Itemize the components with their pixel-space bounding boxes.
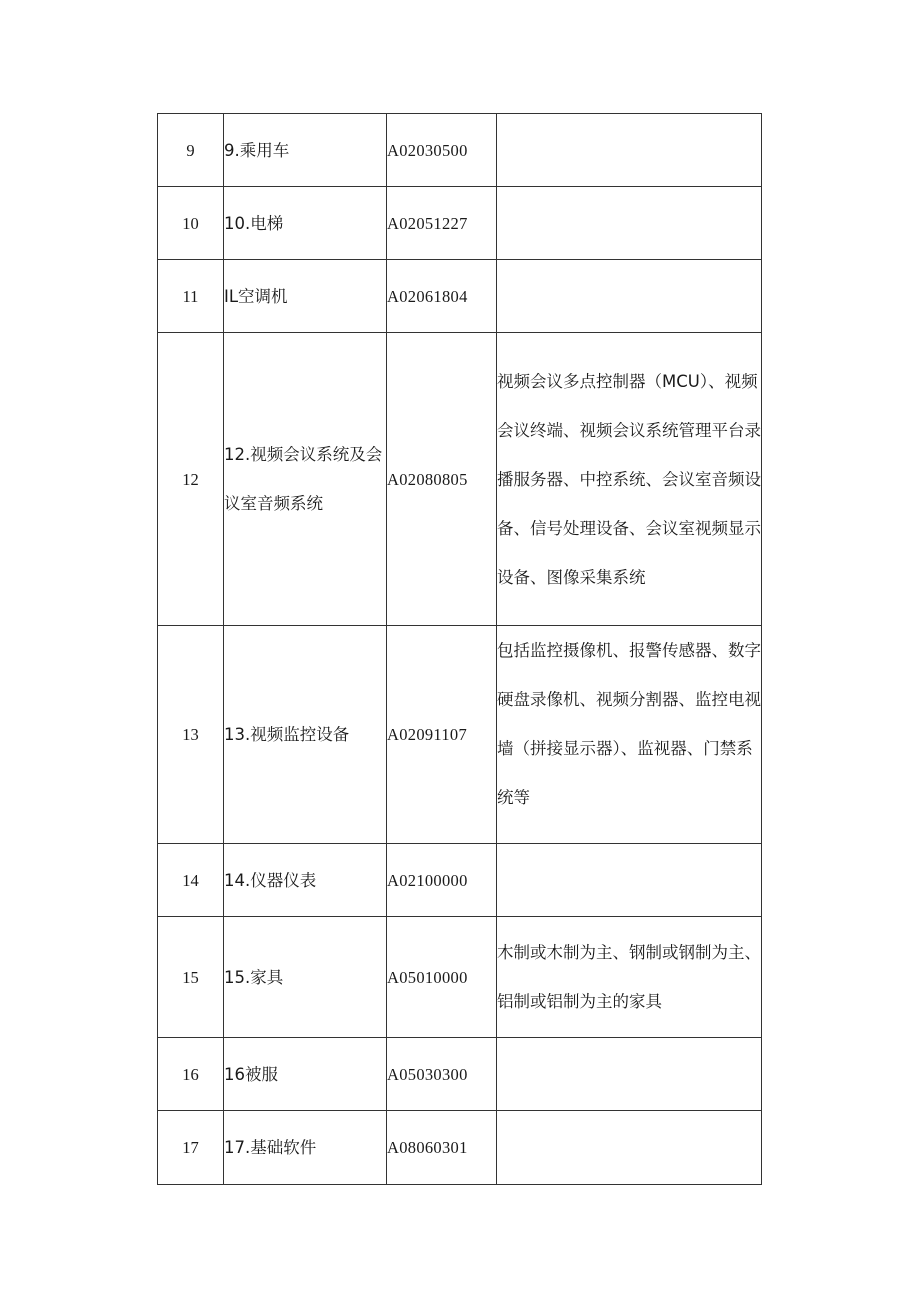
item-name: 10.电梯 xyxy=(224,187,387,260)
table-row xyxy=(158,844,762,917)
table-row xyxy=(158,114,762,187)
item-note: 包括监控摄像机、报警传感器、数字硬盘录像机、视频分割器、监控电视墙（拼接显示器）、监视器、门禁系统等 xyxy=(497,626,762,844)
item-note: 视频会议多点控制器（MCU）、视频会议终端、视频会议系统管理平台录播服务器、中控系统、会议室音频设备、信号处理设备、会议室视频显示设备、图像采集系统 xyxy=(497,333,762,626)
item-name: 16被服 xyxy=(224,1038,387,1111)
item-name: 17.基础软件 xyxy=(224,1111,387,1185)
item-code: A08060301 xyxy=(387,1111,497,1185)
table-row xyxy=(158,260,762,333)
row-number: 11 xyxy=(158,260,224,333)
item-code: A05030300 xyxy=(387,1038,497,1111)
item-name: IL空调机 xyxy=(224,260,387,333)
item-name: 9.乘用车 xyxy=(224,114,387,187)
item-note: 木制或木制为主、钢制或钢制为主、铝制或铝制为主的家具 xyxy=(497,917,762,1038)
table-row xyxy=(158,917,762,1038)
item-code: A02030500 xyxy=(387,114,497,187)
table-row xyxy=(158,333,762,626)
table-row xyxy=(158,626,762,844)
item-code: A02100000 xyxy=(387,844,497,917)
row-number: 17 xyxy=(158,1111,224,1185)
item-note xyxy=(497,260,762,333)
item-note xyxy=(497,1111,762,1185)
item-name: 12.视频会议系统及会议室音频系统 xyxy=(224,333,387,626)
item-code: A05010000 xyxy=(387,917,497,1038)
row-number: 9 xyxy=(158,114,224,187)
item-note xyxy=(497,187,762,260)
item-name: 13.视频监控设备 xyxy=(224,626,387,844)
item-code: A02061804 xyxy=(387,260,497,333)
row-number: 14 xyxy=(158,844,224,917)
row-number: 16 xyxy=(158,1038,224,1111)
procurement-catalog-table xyxy=(157,113,762,1185)
table-row xyxy=(158,1038,762,1111)
item-code: A02080805 xyxy=(387,333,497,626)
row-number: 10 xyxy=(158,187,224,260)
table-row xyxy=(158,1111,762,1185)
item-name: 15.家具 xyxy=(224,917,387,1038)
item-note xyxy=(497,1038,762,1111)
item-code: A02091107 xyxy=(387,626,497,844)
item-note xyxy=(497,844,762,917)
table-row xyxy=(158,187,762,260)
item-code: A02051227 xyxy=(387,187,497,260)
row-number: 13 xyxy=(158,626,224,844)
item-name: 14.仪器仪表 xyxy=(224,844,387,917)
row-number: 15 xyxy=(158,917,224,1038)
row-number: 12 xyxy=(158,333,224,626)
item-note xyxy=(497,114,762,187)
